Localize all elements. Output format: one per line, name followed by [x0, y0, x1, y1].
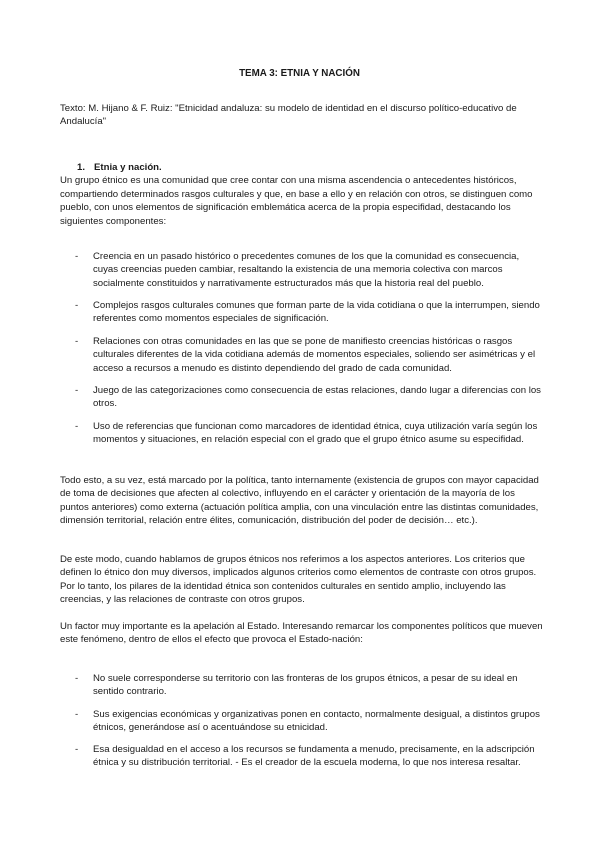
- document-title: TEMA 3: ETNIA Y NACIÓN: [239, 68, 360, 79]
- section-heading: [77, 161, 545, 174]
- state-point-text: No suele corresponderse su territorio con las fronteras de los grupos étnicos, a pesar de su ideal en sentido contrario.: [93, 673, 518, 698]
- source-reference: Texto: M. Hijano & F. Ruiz: "Etnicidad andaluza: su modelo de identidad en el discurso político-educativo de Andalucía": [60, 103, 517, 128]
- component-text: Relaciones con otras comunidades en las que se pone de manifiesto creencias históricas o rasgos culturales diferentes de la vida cotidiana además de momentos especiales, soliendo ser asimétricas y el acceso a recursos a menudo es distinto dependiendo del grado de cada comunidad.: [93, 336, 536, 374]
- bullet-dash: -: [75, 673, 79, 684]
- bullet-dash: -: [75, 385, 79, 396]
- section-etnia-y-nacion: [60, 161, 545, 228]
- component-text: Juego de las categorizaciones como consecuencia de estas relaciones, dando lugar a diferencias con los otros.: [93, 385, 541, 410]
- bullet-dash: -: [75, 709, 79, 720]
- paragraph-criteria: De este modo, cuando hablamos de grupos étnicos nos referimos a los aspectos anteriores. Los criterios que definen lo étnico don muy diversos, implicados algunos criterios como elementos de contraste con otros grupos. Por lo tanto, los pilares de la identidad étnica son contenidos culturales en sentido amplio, incluyendo las creencias, y las relaciones de contraste con otros grupos.: [60, 554, 537, 606]
- component-text: Creencia en un pasado histórico o precedentes comunes de los que la comunidad es consecuencia, cuyas creencias pueden cambiar, resaltando la existencia de una memoria colectiva con marcos socialmente constituidos y narrativamente estructurados más que la historia real del pueblo.: [93, 251, 520, 289]
- component-text: Uso de referencias que funcionan como marcadores de identidad étnica, cuya utilización varía según los momentos y situaciones, en relación especial con el grado que el grupo étnico asume su especifidad.: [93, 421, 538, 446]
- bullet-dash: -: [75, 300, 79, 311]
- bullet-dash: -: [75, 251, 79, 262]
- section-heading-text: Etnia y nación.: [94, 162, 162, 173]
- component-text: Complejos rasgos culturales comunes que forman parte de la vida cotidiana o que la interrumpen, siendo referentes como momentos especiales de significación.: [93, 300, 540, 325]
- paragraph-politics: Todo esto, a su vez, está marcado por la política, tanto internamente (existencia de grupos con mayor capacidad de toma de decisiones que afecten al colectivo, influyendo en el carácter y orientación de la mayoría de los puntos anteriores) como externa (actuación política amplia, con una vinculación entre las distintas comunidades, dimensión territorial, relación entre élites, comunicación, distribución del poder de decisión… etc.).: [60, 475, 539, 527]
- state-point-text: Esa desigualdad en el acceso a los recursos se fundamenta a menudo, precisamente, en la adscripción étnica y su distribución territorial. - Es el creador de la escuela moderna, lo que nos interesa resaltar.: [93, 744, 535, 769]
- section-number: 1.: [77, 162, 86, 173]
- paragraph-state: Un factor muy importante es la apelación al Estado. Interesando remarcar los componentes políticos que mueven este fenómeno, dentro de ellos el efecto que provoca el Estado-nación:: [60, 621, 543, 646]
- state-point-text: Sus exigencias económicas y organizativas ponen en contacto, normalmente desigual, a distintos grupos étnicos, generándose así o acentuándose su etnicidad.: [93, 709, 540, 734]
- bullet-dash: -: [75, 421, 79, 432]
- bullet-dash: -: [75, 744, 79, 755]
- section-intro-paragraph: Un grupo étnico es una comunidad que cree contar con una misma ascendencia o antecedentes históricos, compartiendo determinados rasgos culturales y que, en base a ello y en relación con otros, se distinguen como pueblo, con unos elementos de significación emblemática acerca de la propia especifidad, destacando los siguientes componentes:: [60, 175, 533, 227]
- bullet-dash: -: [75, 336, 79, 347]
